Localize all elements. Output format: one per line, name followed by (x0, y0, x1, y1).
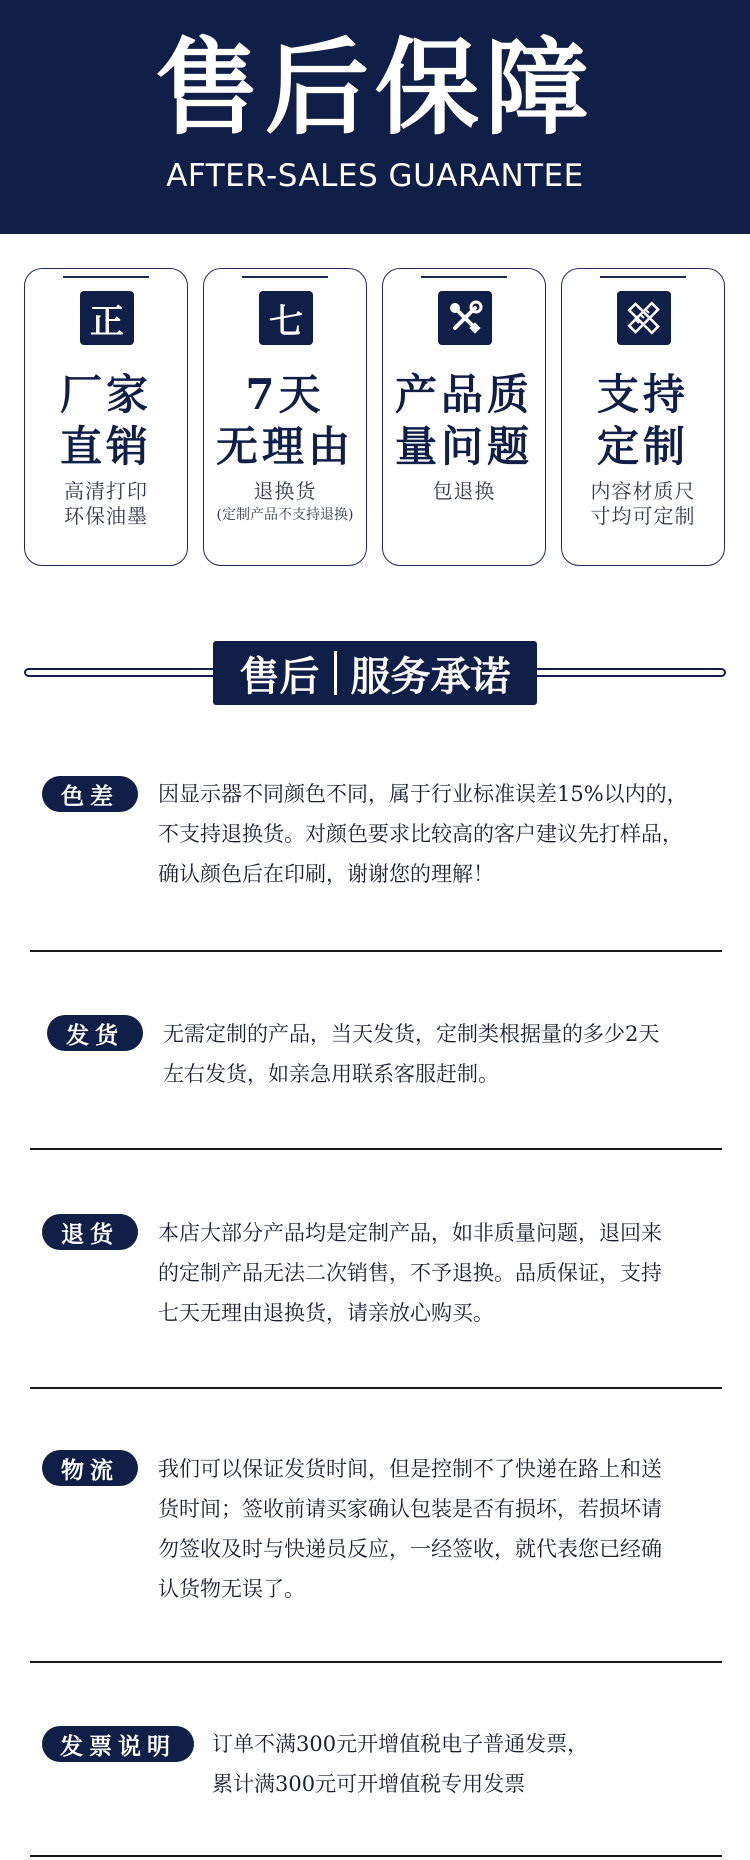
section-heading (213, 641, 537, 705)
card-top-line (242, 276, 328, 278)
qi-badge-icon: 七 (259, 291, 313, 345)
text-line: 货时间；签收前请买家确认包装是否有损坏，若损坏请 (158, 1497, 662, 1521)
divider (30, 950, 722, 952)
feature-card-factory (24, 268, 188, 566)
page-title: 售后保障 (154, 27, 595, 149)
divider (30, 1387, 722, 1389)
tag-invoice: 发票说明 (42, 1726, 194, 1762)
card-top-line (600, 276, 686, 278)
text-line: 勿签收及时与快递员反应，一经签收，就代表您已经确 (158, 1537, 662, 1561)
text-line: 七天无理由退换货，请亲放心购买。 (158, 1301, 494, 1325)
text-line: 认货物无误了。 (158, 1577, 305, 1601)
card-heading-line2: 定制 (596, 422, 689, 471)
card-heading-line1: 厂家 (59, 370, 152, 419)
card-description (383, 479, 545, 504)
text-line: 本店大部分产品均是定制产品，如非质量问题，退回来 (158, 1221, 662, 1245)
tools-icon (438, 291, 492, 345)
section-heading-separator (334, 651, 337, 695)
feature-card-custom (561, 268, 725, 566)
card-heading-line2: 直销 (59, 422, 152, 471)
text-line: 我们可以保证发货时间，但是控制不了快递在路上和送 (158, 1457, 662, 1481)
card-description (204, 479, 366, 526)
item-text-shipping (163, 1014, 659, 1094)
card-desc-line1: 包退换 (432, 479, 496, 503)
card-heading (562, 369, 724, 473)
card-description (562, 479, 724, 529)
tag-shipping: 发货 (47, 1015, 143, 1051)
text-line: 不支持退换货。对颜色要求比较高的客户建议先打样品， (158, 822, 683, 846)
card-heading (25, 369, 187, 473)
card-top-line (63, 276, 149, 278)
divider (30, 1661, 722, 1663)
card-desc-line1: 退换货 (253, 479, 317, 503)
card-desc-line1: 高清打印 (64, 479, 148, 503)
card-desc-line2: 寸均可定制 (590, 504, 696, 528)
text-line: 无需定制的产品，当天发货，定制类根据量的多少2天 (163, 1022, 660, 1046)
tag-logistics: 物流 (42, 1450, 138, 1486)
divider (30, 1855, 722, 1857)
text-line: 累计满300元可开增值税专用发票 (212, 1772, 526, 1796)
feature-card-quality (382, 268, 546, 566)
divider (30, 1148, 722, 1150)
section-heading-left: 售后 (239, 652, 320, 700)
text-line: 的定制产品无法二次销售，不予退换。品质保证，支持 (158, 1261, 662, 1285)
card-heading-line1: 产品质 (394, 370, 533, 419)
item-text-logistics (158, 1449, 662, 1609)
feature-card-7day (203, 268, 367, 566)
card-heading (204, 369, 366, 473)
zheng-badge-icon: 正 (80, 291, 134, 345)
card-heading-line2: 无理由 (215, 422, 354, 471)
card-description (25, 479, 187, 529)
card-desc-line2: 环保油墨 (64, 504, 148, 528)
item-text-invoice (212, 1724, 588, 1804)
card-heading (383, 369, 545, 473)
card-heading-line1: 支持 (596, 370, 689, 419)
card-top-line (421, 276, 507, 278)
card-heading-line1: 7天 (245, 370, 325, 419)
tag-returns: 退货 (42, 1214, 138, 1250)
item-text-color-difference (158, 774, 688, 894)
text-line: 确认颜色后在印刷，谢谢您的理解！ (158, 862, 494, 886)
tag-color-difference: 色差 (42, 776, 138, 812)
card-desc-note: (定制产品不支持退换) (216, 507, 354, 523)
ruler-pencil-icon (617, 291, 671, 345)
page-subtitle: AFTER-SALES GUARANTEE (166, 158, 584, 194)
card-desc-line1: 内容材质尺 (590, 479, 696, 503)
card-heading-line2: 量问题 (394, 422, 533, 471)
header-banner (0, 0, 750, 234)
section-heading-right: 服务承诺 (350, 652, 511, 700)
item-text-returns (158, 1213, 662, 1333)
text-line: 左右发货，如亲急用联系客服赶制。 (163, 1062, 499, 1086)
text-line: 因显示器不同颜色不同，属于行业标准误差15%以内的， (158, 782, 688, 806)
text-line: 订单不满300元开增值税电子普通发票， (212, 1732, 589, 1756)
